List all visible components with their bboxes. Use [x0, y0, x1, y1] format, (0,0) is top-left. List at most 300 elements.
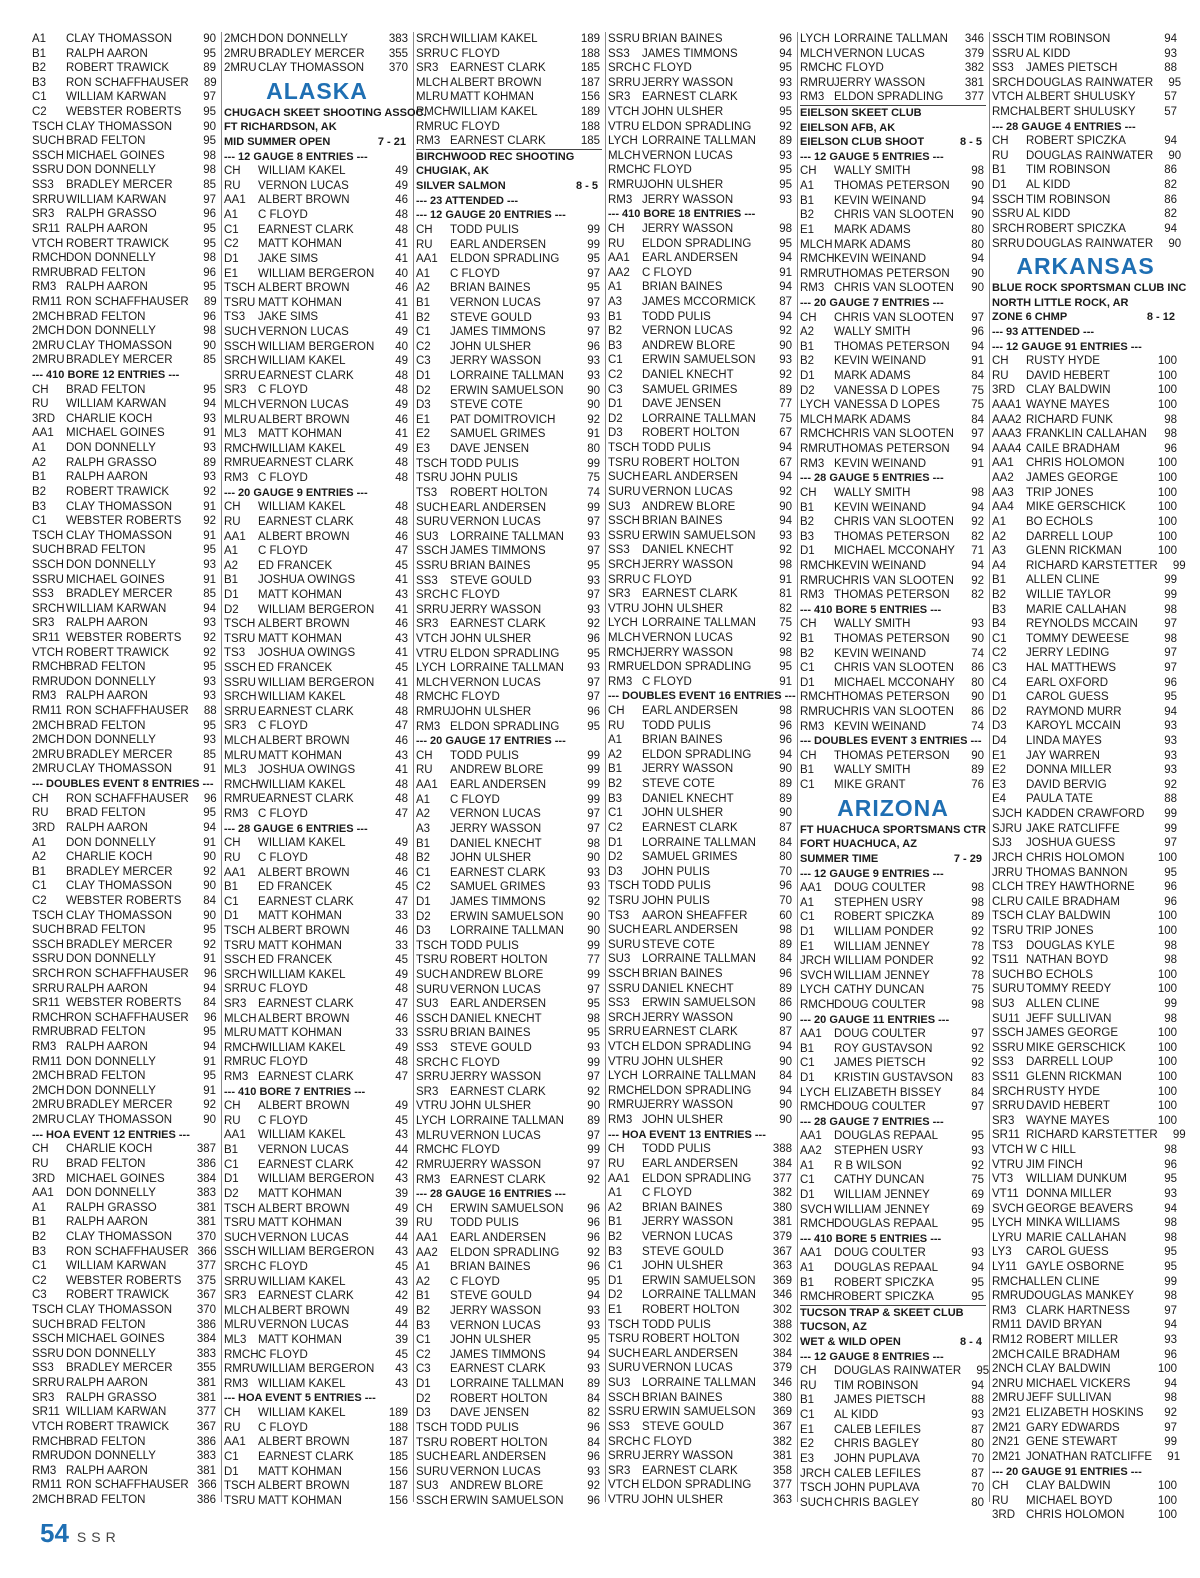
result-row [608, 792, 794, 807]
result-row [800, 340, 986, 355]
score: 48 [395, 983, 408, 996]
score: 94 [779, 748, 792, 761]
score: 384 [196, 1333, 216, 1346]
result-row [416, 1260, 602, 1275]
result-row [608, 1464, 794, 1479]
event-code: RM3 [800, 720, 825, 733]
score: 95 [203, 719, 216, 732]
result-row [992, 1479, 1179, 1494]
shooter-name: CLAY THOMASSON [66, 763, 173, 776]
score: 92 [971, 516, 984, 529]
score: 46 [395, 530, 408, 543]
event-code: VTCH [992, 1144, 1024, 1157]
score: 94 [971, 253, 984, 266]
score: 377 [772, 1479, 792, 1492]
result-row [608, 237, 794, 252]
shooter-name: MATT KOHMAN [258, 1494, 342, 1507]
shoot-name: WET & WILD OPEN [800, 1336, 901, 1349]
event-code: SRCH [608, 62, 641, 75]
event-code: D3 [416, 925, 431, 938]
result-row [992, 646, 1179, 661]
score: 346 [772, 1377, 792, 1390]
score: 379 [964, 47, 984, 60]
event-header: --- 28 GAUGE 6 ENTRIES --- [224, 822, 368, 835]
result-row [992, 1128, 1186, 1143]
club-info: FT HUACHUCA SPORTSMANS CTR [800, 823, 986, 836]
result-row [32, 456, 218, 471]
event-code: VTRU [416, 647, 448, 660]
result-row [224, 310, 410, 325]
shooter-name: ROBERT TRAWICK [66, 1420, 170, 1433]
score: 87 [971, 1423, 984, 1436]
score: 188 [580, 47, 600, 60]
shooter-name: ALBERT BROWN [258, 924, 350, 937]
score: 77 [587, 954, 600, 967]
shooter-name: JOHN ULSHER [642, 602, 724, 615]
score: 92 [779, 120, 792, 133]
shooter-name: CAILE BRADHAM [1026, 1348, 1120, 1361]
score: 95 [587, 253, 600, 266]
shooter-name: CHRIS HOLOMON [1026, 1509, 1125, 1522]
score: 358 [772, 1464, 792, 1477]
result-row [32, 821, 218, 836]
shooter-name: EARNEST CLARK [642, 588, 738, 601]
result-row [608, 1391, 794, 1406]
shooter-name: JOHN PUPLAVA [834, 1482, 920, 1495]
score: 92 [1164, 778, 1177, 791]
score: 90 [779, 500, 792, 513]
event-code: SRRU [992, 1100, 1025, 1113]
shooter-name: JOHN ULSHER [450, 1100, 532, 1113]
shooter-name: EARNEST CLARK [258, 223, 354, 236]
result-row [992, 1304, 1179, 1319]
shooter-name: STEVE GOULD [450, 574, 532, 587]
score: 98 [779, 924, 792, 937]
event-code: RU [608, 1157, 625, 1170]
shooter-name: CLAY THOMASSON [66, 880, 173, 893]
score: 95 [203, 544, 216, 557]
shooter-name: RALPH AARON [66, 281, 148, 294]
result-row [32, 1361, 218, 1376]
score: 33 [395, 910, 408, 923]
shooter-name: EARL ANDERSEN [642, 924, 739, 937]
shooter-name: TREY HAWTHORNE [1026, 881, 1135, 894]
score: 93 [1164, 749, 1177, 762]
event-code: RM3 [608, 1114, 633, 1127]
event-code: TSCH [32, 529, 64, 542]
shooter-name: CHRIS VAN SLOOTEN [834, 516, 954, 529]
shooter-name: VERNON LUCAS [258, 1144, 349, 1157]
event-code: SRRU [224, 1275, 257, 1288]
result-row [992, 456, 1179, 471]
event-code: SRRU [32, 1377, 65, 1390]
result-row [992, 573, 1179, 588]
shooter-name: LORRAINE TALLMAN [642, 953, 756, 966]
event-code: B2 [32, 485, 47, 498]
event-header: --- 20 GAUGE 9 ENTRIES --- [224, 486, 368, 499]
score: 95 [779, 179, 792, 192]
event-code: C1 [800, 1409, 815, 1422]
score: 84 [779, 836, 792, 849]
score: 97 [203, 91, 216, 104]
shooter-name: RON SCHAFFHAUSER [66, 1245, 189, 1258]
result-row [992, 149, 1182, 164]
event-code: RM3 [224, 1071, 249, 1084]
shooter-name: ERWIN SAMUELSON [450, 1202, 564, 1215]
score: 96 [587, 340, 600, 353]
result-row [416, 1129, 602, 1144]
score: 46 [395, 618, 408, 631]
result-row [32, 748, 218, 763]
result-row [416, 1231, 602, 1246]
shooter-name: LORRAINE TALLMAN [642, 1070, 756, 1083]
event-code: RMCH [800, 62, 835, 75]
shooter-name: DARRELL LOUP [1026, 1056, 1114, 1069]
shooter-name: BRADLEY MERCER [258, 47, 365, 60]
shooter-name: TIM ROBINSON [1026, 193, 1111, 206]
shooter-name: RALPH AARON [66, 471, 148, 484]
shooter-name: ALLEN CLINE [1026, 998, 1100, 1010]
shooter-name: ROY GUSTAVSON [834, 1042, 933, 1055]
result-row [416, 1348, 602, 1363]
score: 97 [587, 808, 600, 821]
score: 46 [395, 413, 408, 426]
score: 90 [779, 807, 792, 820]
event-code: C2 [224, 238, 239, 251]
event-code: A1 [608, 1187, 623, 1200]
event-code: SS3 [608, 544, 630, 557]
score: 92 [587, 895, 600, 908]
event-code: A1 [32, 1201, 47, 1214]
score: 367 [196, 1289, 216, 1302]
shooter-name: JOHN PULIS [642, 894, 710, 907]
result-row [608, 1361, 794, 1376]
shoot-name: MID SUMMER OPEN [224, 136, 331, 149]
score: 84 [971, 1086, 984, 1099]
publication-name: SSR [76, 1529, 121, 1545]
event-code: AA4 [992, 501, 1014, 514]
shooter-name: VERNON LUCAS [258, 399, 349, 412]
shooter-name: RALPH AARON [66, 222, 148, 235]
shooter-name: CHRIS VAN SLOOTEN [834, 282, 954, 295]
shooter-name: DOUGLAS REPAAL [834, 1218, 938, 1231]
shooter-name: BRAD FELTON [66, 924, 146, 937]
result-row [992, 676, 1179, 691]
result-row [608, 748, 794, 763]
event-code: D1 [800, 925, 815, 938]
shooter-name: CHRIS VAN SLOOTEN [834, 209, 954, 222]
shooter-name: ERWIN SAMUELSON [450, 910, 564, 923]
shooter-name: TODD PULIS [450, 1217, 519, 1230]
score: 41 [395, 676, 408, 689]
score: 93 [971, 1247, 984, 1260]
shooter-name: EARNEST CLARK [258, 369, 354, 382]
shooter-name: EARL ANDERSEN [642, 471, 739, 484]
score: 98 [1164, 1144, 1177, 1157]
event-code: C1 [800, 1057, 815, 1070]
event-code: B3 [32, 76, 47, 89]
shooter-name: C FLOYD [258, 1260, 308, 1273]
score: 43 [395, 749, 408, 762]
event-code: CH [800, 1365, 817, 1378]
shooter-name: EARNEST CLARK [450, 1085, 546, 1098]
event-code: E4 [992, 793, 1007, 806]
shooter-name: C FLOYD [258, 983, 308, 996]
score: 99 [587, 969, 600, 981]
result-row [224, 646, 410, 661]
result-row [608, 1332, 794, 1347]
score: 97 [587, 267, 600, 280]
result-row [800, 369, 986, 384]
event-code: E1 [608, 1304, 623, 1317]
result-row [224, 749, 410, 764]
result-row [800, 1261, 986, 1276]
shooter-name: WILLIAM KARWAN [66, 602, 167, 615]
event-code: SR3 [224, 720, 247, 733]
event-code: SSCH [608, 968, 640, 980]
result-row [608, 353, 794, 368]
result-row [32, 412, 218, 427]
result-row [800, 238, 986, 253]
event-code: VTRU [608, 120, 640, 133]
shooter-name: ELDON SPRADLING [642, 661, 752, 674]
score: 45 [395, 954, 408, 967]
shooter-name: WILLIAM KAKEL [450, 106, 538, 119]
score: 93 [1164, 735, 1177, 748]
shooter-name: VERNON LUCAS [642, 149, 733, 162]
shooter-name: KADDEN CRAWFORD [1026, 808, 1145, 821]
shooter-name: THOMAS PETERSON [834, 443, 950, 456]
result-row [32, 485, 218, 500]
result-row [32, 1318, 218, 1333]
event-code: RU [800, 1379, 817, 1392]
event-code: CH [992, 135, 1009, 148]
event-code: B1 [800, 340, 815, 353]
score: 71 [971, 545, 984, 558]
result-row [32, 500, 218, 515]
shooter-name: DAVE JENSEN [450, 443, 530, 456]
event-code: SSCH [416, 1012, 448, 1025]
shooter-name: ALBERT BROWN [258, 194, 350, 207]
shooter-name: C FLOYD [258, 1114, 308, 1127]
shooter-name: C FLOYD [258, 1348, 308, 1361]
event-code: AA1 [224, 1436, 246, 1449]
result-row [32, 1332, 218, 1347]
result-row [416, 267, 602, 282]
result-row [416, 311, 602, 326]
shooter-name: STEVE GOULD [450, 1290, 532, 1303]
shooter-name: JOHN PULIS [450, 472, 518, 485]
event-code: TSCH [416, 1421, 448, 1434]
event-code: B1 [32, 47, 47, 60]
shooter-name: TIM ROBINSON [834, 1379, 919, 1392]
score: 96 [1164, 1348, 1177, 1361]
score: 93 [203, 412, 216, 425]
score: 189 [580, 33, 600, 45]
result-row [992, 1055, 1179, 1070]
shooter-name: C FLOYD [450, 1275, 500, 1288]
event-code: C2 [416, 881, 431, 894]
shooter-name: MATT KOHMAN [258, 749, 342, 762]
result-row [416, 632, 602, 647]
event-code: VTCH [608, 1479, 640, 1492]
result-row [224, 1245, 410, 1260]
event-code: LYCH [416, 1115, 446, 1128]
shooter-name: SAMUEL GRIMES [450, 428, 546, 441]
result-row [608, 1172, 794, 1187]
event-code: SURU [416, 983, 449, 996]
result-row [992, 398, 1179, 413]
event-code: A1 [608, 734, 623, 747]
result-row [416, 252, 602, 267]
shooter-name: EARL ANDERSEN [450, 1231, 547, 1244]
event-code: D1 [416, 895, 431, 908]
event-code: D2 [416, 1392, 431, 1405]
shooter-name: VERNON LUCAS [450, 296, 541, 309]
score: 43 [395, 1275, 408, 1288]
event-code: B1 [800, 1042, 815, 1055]
score: 87 [779, 1026, 792, 1039]
shooter-name: BRIAN BAINES [642, 1391, 723, 1404]
result-row [608, 61, 794, 76]
score: 93 [779, 149, 792, 162]
event-code: RMCH [608, 646, 643, 659]
event-header: --- 20 GAUGE 11 ENTRIES --- [800, 1013, 950, 1026]
shooter-name: ELDON SPRADLING [642, 1084, 752, 1097]
event-code: 2MRU [32, 748, 65, 761]
result-row [224, 208, 410, 223]
shooter-name: WEBSTER ROBERTS [66, 515, 182, 528]
score: 99 [1164, 574, 1177, 587]
result-row [416, 939, 602, 954]
shooter-name: WILLIAM KARWAN [66, 193, 167, 206]
result-row [224, 1099, 410, 1114]
score: 97 [1164, 1421, 1177, 1434]
result-row [608, 1376, 794, 1391]
event-code: VTCH [608, 106, 640, 119]
result-row [32, 470, 218, 485]
score: 188 [388, 1421, 408, 1434]
event-code: AAA4 [992, 442, 1022, 455]
score: 100 [1157, 457, 1177, 470]
result-row [224, 456, 410, 471]
shooter-name: JAMES MCCORMICK [642, 295, 756, 308]
score: 379 [772, 1230, 792, 1243]
score: 99 [587, 501, 600, 514]
result-row [416, 354, 602, 369]
event-code: D3 [416, 399, 431, 412]
shooter-name: WILLIAM KAKEL [258, 1377, 346, 1390]
result-row [992, 822, 1179, 837]
event-code: SU3 [608, 1377, 631, 1390]
result-row [224, 792, 410, 807]
shooter-name: EARNEST CLARK [258, 998, 354, 1010]
event-code: RU [416, 1217, 433, 1230]
event-code: SJ3 [992, 837, 1012, 850]
shooter-name: JERRY WASSON [642, 76, 734, 89]
result-row [416, 442, 602, 457]
score: 98 [779, 646, 792, 659]
shooter-name: JERRY LEDING [1026, 647, 1110, 660]
event-code: SR11 [32, 1406, 60, 1419]
shooter-name: ALBERT BROWN [258, 866, 350, 879]
shooter-name: EARNEST CLARK [258, 793, 354, 806]
shooter-name: BRIAN BAINES [450, 1027, 531, 1040]
shooter-name: RALPH AARON [66, 1216, 148, 1229]
result-row [800, 661, 986, 676]
score: 93 [203, 558, 216, 571]
event-code: LYRU [992, 1231, 1022, 1244]
score: 99 [587, 1056, 600, 1069]
score: 98 [1164, 1290, 1177, 1303]
score: 93 [779, 91, 792, 104]
event-code: RMCH [416, 1144, 451, 1157]
score: 95 [587, 1027, 600, 1040]
score: 92 [779, 544, 792, 557]
shooter-name: WILLIAM KAKEL [258, 442, 346, 455]
event-code: SRCH [224, 968, 257, 981]
shooter-name: C FLOYD [450, 589, 500, 602]
event-code: VTRU [608, 1055, 640, 1068]
score: 98 [971, 486, 984, 499]
result-row [416, 1494, 602, 1509]
event-code: JRRU [992, 866, 1023, 879]
result-row [800, 1203, 986, 1218]
score: 90 [587, 852, 600, 865]
result-row [800, 998, 986, 1013]
result-row [608, 514, 794, 529]
event-code: D1 [224, 1465, 239, 1478]
shooter-name: JAY WARREN [1026, 749, 1100, 762]
event-code: SRRU [224, 369, 257, 382]
score: 91 [587, 428, 600, 441]
shooter-name: THOMAS PETERSON [834, 340, 950, 353]
result-row [800, 354, 986, 369]
result-row [608, 1069, 794, 1084]
event-header: --- 12 GAUGE 20 ENTRIES --- [416, 209, 566, 222]
result-row [608, 529, 794, 544]
result-row [800, 1217, 986, 1232]
event-code: SR3 [416, 1085, 439, 1098]
score: 99 [1164, 588, 1177, 601]
shooter-name: JOSHUA OWINGS [258, 574, 356, 587]
result-row [224, 1202, 410, 1217]
shooter-name: LORRAINE TALLMAN [642, 135, 756, 148]
result-row [416, 1304, 602, 1319]
score: 366 [197, 1479, 217, 1492]
event-code: D2 [416, 910, 431, 923]
shooter-name: DON DONNELLY [66, 1055, 156, 1068]
result-row [992, 851, 1179, 866]
event-code: D1 [224, 252, 239, 265]
event-code: TSCH [224, 1202, 256, 1215]
result-row [800, 1423, 986, 1438]
shooter-name: MICHAEL GOINES [66, 1333, 165, 1346]
result-row [992, 1158, 1179, 1173]
result-row [224, 632, 410, 647]
shooter-name: RON SCHAFFHAUSER [66, 76, 189, 89]
result-row [992, 178, 1179, 193]
score: 94 [779, 1084, 792, 1097]
score: 370 [196, 1230, 216, 1243]
score: 90 [1168, 149, 1182, 162]
result-row [800, 179, 986, 194]
event-code: D1 [224, 588, 239, 601]
shooter-name: MIKE GERSCHICK [1026, 501, 1126, 514]
result-row [800, 281, 986, 296]
shooter-name: MICHAEL BOYD [1026, 1494, 1113, 1507]
shooter-name: ALBERT BROWN [450, 76, 542, 89]
